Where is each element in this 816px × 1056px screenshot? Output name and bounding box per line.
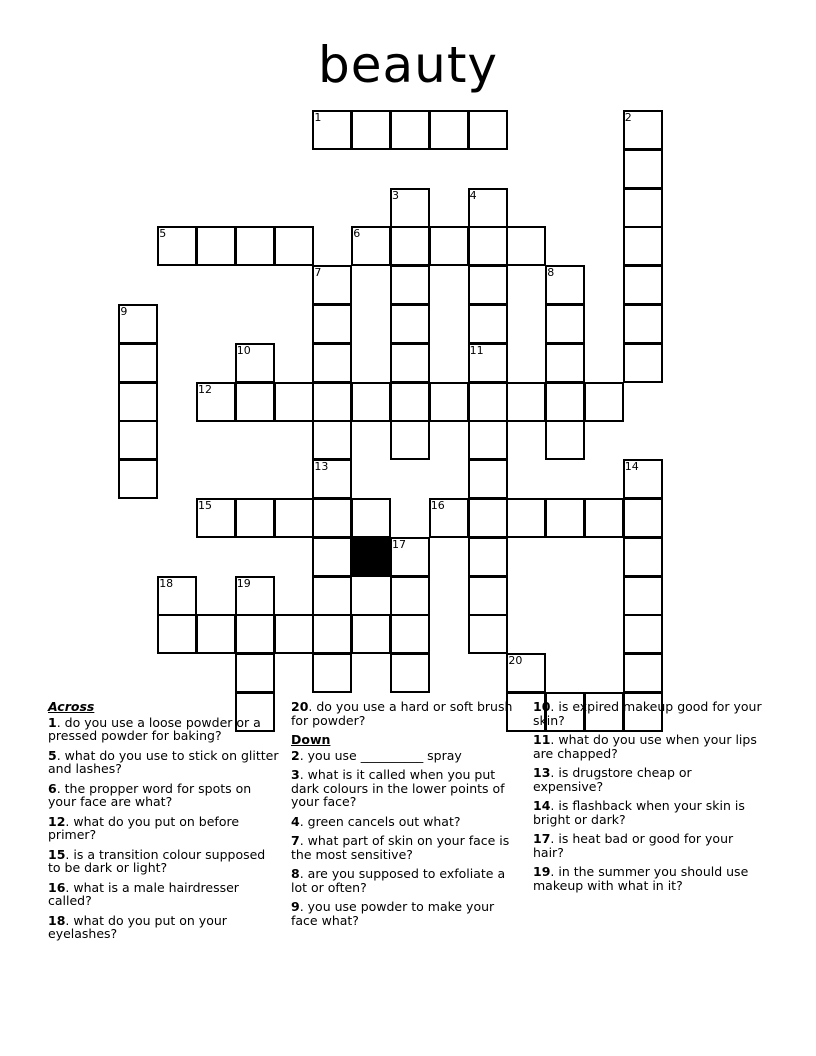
- down-heading: Down: [291, 732, 331, 747]
- clue-number: 9: [291, 899, 300, 914]
- clue-down-8: 8. are you supposed to exfoliate a lot or often?: [291, 866, 506, 895]
- grid-cell[interactable]: [623, 537, 663, 577]
- grid-cell[interactable]: [235, 343, 275, 383]
- clue-across-12: 12. what do you put on before primer?: [48, 813, 240, 842]
- clue-down-9: 9. you use powder to make your face what?: [291, 899, 495, 928]
- grid-cell[interactable]: [623, 343, 663, 383]
- cell-number: 20: [508, 654, 523, 668]
- grid-cell[interactable]: [545, 420, 585, 460]
- grid-cell[interactable]: [390, 382, 430, 422]
- clue-number: 12: [48, 813, 66, 829]
- grid-cell[interactable]: [468, 382, 508, 422]
- grid-cell[interactable]: [390, 653, 430, 693]
- clue-column-3: [533, 700, 765, 898]
- grid-cell[interactable]: [390, 188, 430, 228]
- clue-across-15: 15. is a transition colour supposed to be dark or light?: [48, 846, 266, 875]
- grid-cell[interactable]: [468, 576, 508, 616]
- grid-cell[interactable]: [468, 459, 508, 499]
- grid-cell[interactable]: [351, 382, 391, 422]
- grid-cell[interactable]: [623, 226, 663, 266]
- grid-cell[interactable]: [118, 420, 158, 460]
- grid-cell[interactable]: [468, 498, 508, 538]
- clue-down-14: 14. is flashback when your skin is bright or dark?: [533, 798, 745, 827]
- grid-cell[interactable]: [274, 226, 314, 266]
- clue-text: what do you put on your eyelashes?: [48, 912, 227, 941]
- grid-cell[interactable]: [506, 498, 546, 538]
- clue-text: is flashback when your skin is bright or dark?: [533, 798, 745, 827]
- grid-cell[interactable]: [274, 382, 314, 422]
- clue-number: 11: [533, 732, 551, 747]
- grid-cell[interactable]: [623, 265, 663, 305]
- cell-number: 17: [392, 537, 406, 551]
- grid-cell[interactable]: [545, 382, 585, 422]
- clue-text: is expired makeup good for your skin?: [533, 699, 762, 728]
- clue-text: you use __________ spray: [307, 747, 462, 763]
- grid-cell[interactable]: [545, 265, 585, 305]
- clue-number: 3: [291, 767, 300, 782]
- grid-cell[interactable]: [235, 614, 275, 654]
- grid-cell[interactable]: [196, 614, 236, 654]
- clue-number: 2: [291, 747, 300, 763]
- grid-cell[interactable]: [235, 653, 275, 693]
- clue-number: 14: [533, 798, 551, 813]
- clue-number: 8: [291, 866, 300, 881]
- cell-number: 9: [120, 305, 128, 318]
- clue-down-19: 19. in the summer you should use makeup with what in it?: [533, 864, 749, 893]
- grid-cell[interactable]: [274, 614, 314, 654]
- grid-cell[interactable]: [506, 653, 546, 693]
- clue-text: is a transition colour supposed to be dark or light?: [48, 846, 266, 875]
- clue-text: what do you use to stick on glitter and lashes?: [48, 747, 279, 776]
- grid-cell[interactable]: [312, 265, 352, 305]
- grid-cell[interactable]: [196, 382, 236, 422]
- clue-across-16: 16. what is a male hairdresser called?: [48, 879, 239, 908]
- grid-cell[interactable]: [623, 188, 663, 228]
- cell-number: 5: [159, 227, 167, 241]
- grid-cell[interactable]: [351, 226, 391, 266]
- grid-cell[interactable]: [429, 226, 469, 266]
- clue-down-11: 11. what do you use when your lips are chapped?: [533, 732, 757, 761]
- clue-column-1: [48, 700, 280, 947]
- grid-cell[interactable]: [429, 110, 469, 150]
- cell-number: 10: [236, 343, 251, 357]
- grid-cell[interactable]: [351, 614, 391, 654]
- grid-cell[interactable]: [429, 498, 469, 538]
- grid-cell[interactable]: [235, 382, 275, 422]
- clue-column-2: [291, 700, 523, 933]
- clue-down-3: 3. what is it called when you put dark colours in the lower points of your face?: [291, 767, 505, 809]
- grid-cell[interactable]: [623, 110, 663, 150]
- clue-number: 18: [48, 912, 66, 928]
- clue-number: 4: [291, 813, 300, 829]
- black-cell: [351, 537, 391, 577]
- clue-text: do you use a loose powder or a pressed powder for baking?: [48, 714, 261, 743]
- cell-number: 6: [353, 227, 361, 241]
- grid-cell[interactable]: [312, 304, 352, 344]
- clue-text: you use powder to make your face what?: [291, 899, 495, 928]
- grid-cell[interactable]: [390, 614, 430, 654]
- clue-number: 15: [48, 846, 66, 862]
- grid-cell[interactable]: [312, 343, 352, 383]
- clue-text: what do you use when your lips are chapped?: [533, 732, 757, 761]
- clue-number: 6: [48, 780, 57, 796]
- grid-cell[interactable]: [157, 226, 197, 266]
- cell-number: 19: [236, 576, 251, 590]
- clue-number: 10: [533, 699, 551, 714]
- cell-number: 14: [624, 460, 639, 474]
- grid-cell[interactable]: [468, 110, 508, 150]
- grid-cell[interactable]: [584, 382, 624, 422]
- across-heading: Across: [48, 699, 95, 714]
- clue-down-13: 13. is drugstore cheap or expensive?: [533, 765, 692, 794]
- clue-across-6: 6. the propper word for spots on your face are what?: [48, 780, 252, 809]
- grid-cell[interactable]: [196, 498, 236, 538]
- cell-number: 4: [469, 188, 477, 202]
- clue-text: what is a male hairdresser called?: [48, 879, 239, 908]
- clue-across-5: 5. what do you use to stick on glitter and lashes?: [48, 747, 279, 776]
- clue-down-7: 7. what part of skin on your face is the most sensitive?: [291, 833, 510, 862]
- grid-cell[interactable]: [506, 382, 546, 422]
- grid-cell[interactable]: [312, 459, 352, 499]
- clue-down-17: 17. is heat bad or good for your hair?: [533, 831, 734, 860]
- clue-number: 7: [291, 833, 300, 848]
- grid-cell[interactable]: [468, 614, 508, 654]
- cell-number: 18: [159, 576, 174, 590]
- cell-number: 12: [198, 382, 212, 396]
- clue-text: is drugstore cheap or expensive?: [533, 765, 692, 794]
- cell-number: 2: [624, 111, 632, 124]
- cell-number: 3: [392, 188, 399, 202]
- cell-number: 16: [430, 499, 445, 512]
- grid-cell[interactable]: [118, 382, 158, 422]
- grid-cell[interactable]: [351, 498, 391, 538]
- clue-text: in the summer you should use makeup with what in it?: [533, 864, 749, 893]
- clue-across-18: 18. what do you put on your eyelashes?: [48, 912, 227, 941]
- clue-text: what is it called when you put dark colours in the lower points of your face?: [291, 767, 505, 809]
- grid-cell[interactable]: [157, 614, 197, 654]
- grid-cell[interactable]: [274, 498, 314, 538]
- grid-cell[interactable]: [351, 110, 391, 150]
- grid-cell[interactable]: [312, 653, 352, 693]
- grid-cell[interactable]: [390, 226, 430, 266]
- grid-cell[interactable]: [312, 382, 352, 422]
- grid-cell[interactable]: [623, 459, 663, 499]
- grid-cell[interactable]: [468, 343, 508, 383]
- grid-cell[interactable]: [312, 498, 352, 538]
- clue-down-4: 4. green cancels out what?: [291, 813, 461, 829]
- puzzle-title: beauty: [317, 36, 499, 94]
- grid-cell[interactable]: [429, 382, 469, 422]
- grid-cell[interactable]: [312, 420, 352, 460]
- grid-cell[interactable]: [584, 498, 624, 538]
- clue-number: 13: [533, 765, 551, 780]
- clue-across-1: 1. do you use a loose powder or a pressed powder for baking?: [48, 714, 261, 743]
- grid-cell[interactable]: [235, 498, 275, 538]
- clue-text: is heat bad or good for your hair?: [533, 831, 734, 860]
- grid-cell[interactable]: [623, 614, 663, 654]
- clue-text: green cancels out what?: [307, 813, 461, 829]
- clue-text: the propper word for spots on your face are what?: [48, 780, 252, 809]
- clue-text: do you use a hard or soft brush for powder?: [291, 699, 513, 728]
- grid-cell[interactable]: [468, 537, 508, 577]
- grid-cell[interactable]: [235, 226, 275, 266]
- grid-cell[interactable]: [623, 304, 663, 344]
- clue-text: what part of skin on your face is the most sensitive?: [291, 833, 510, 862]
- clue-down-2: 2. you use __________ spray: [291, 747, 462, 763]
- clue-number: 1: [48, 714, 57, 730]
- grid-cell[interactable]: [196, 226, 236, 266]
- clue-down-10: 10. is expired makeup good for your skin?: [533, 699, 762, 728]
- grid-cell[interactable]: [623, 149, 663, 189]
- clue-number: 19: [533, 864, 551, 879]
- grid-cell[interactable]: [468, 265, 508, 305]
- grid-cell[interactable]: [390, 343, 430, 383]
- grid-cell[interactable]: [390, 420, 430, 460]
- grid-cell[interactable]: [623, 576, 663, 616]
- cell-number: 8: [547, 266, 555, 280]
- grid-cell[interactable]: [506, 226, 546, 266]
- grid-cell[interactable]: [390, 304, 430, 344]
- clue-text: what do you put on before primer?: [48, 813, 240, 842]
- grid-cell[interactable]: [118, 459, 158, 499]
- grid-cell[interactable]: [118, 343, 158, 383]
- grid-cell[interactable]: [545, 498, 585, 538]
- grid-cell[interactable]: [390, 110, 430, 150]
- grid-cell[interactable]: [118, 304, 158, 344]
- grid-cell[interactable]: [312, 110, 352, 150]
- grid-cell[interactable]: [545, 304, 585, 344]
- grid-cell[interactable]: [312, 614, 352, 654]
- clue-number: 17: [533, 831, 551, 846]
- cell-number: 11: [469, 343, 484, 357]
- grid-cell[interactable]: [468, 226, 508, 266]
- clue-number: 5: [48, 747, 57, 763]
- cell-number: 1: [314, 111, 322, 124]
- grid-cell[interactable]: [623, 498, 663, 538]
- cell-number: 7: [314, 266, 322, 280]
- grid-cell[interactable]: [623, 653, 663, 693]
- grid-cell[interactable]: [468, 188, 508, 228]
- clue-across-20: 20. do you use a hard or soft brush for powder?: [291, 699, 513, 728]
- grid-cell[interactable]: [390, 265, 430, 305]
- grid-cell[interactable]: [157, 576, 197, 616]
- grid-cell[interactable]: [390, 537, 430, 577]
- grid-cell[interactable]: [545, 343, 585, 383]
- grid-cell[interactable]: [468, 420, 508, 460]
- clue-number: 16: [48, 879, 66, 895]
- clue-text: are you supposed to exfoliate a lot or often?: [291, 866, 506, 895]
- grid-cell[interactable]: [390, 576, 430, 616]
- cell-number: 15: [198, 499, 212, 512]
- grid-cell[interactable]: [312, 537, 352, 577]
- grid-cell[interactable]: [235, 576, 275, 616]
- grid-cell[interactable]: [312, 576, 352, 616]
- grid-cell[interactable]: [468, 304, 508, 344]
- cell-number: 13: [314, 460, 329, 474]
- clue-number: 20: [291, 699, 309, 714]
